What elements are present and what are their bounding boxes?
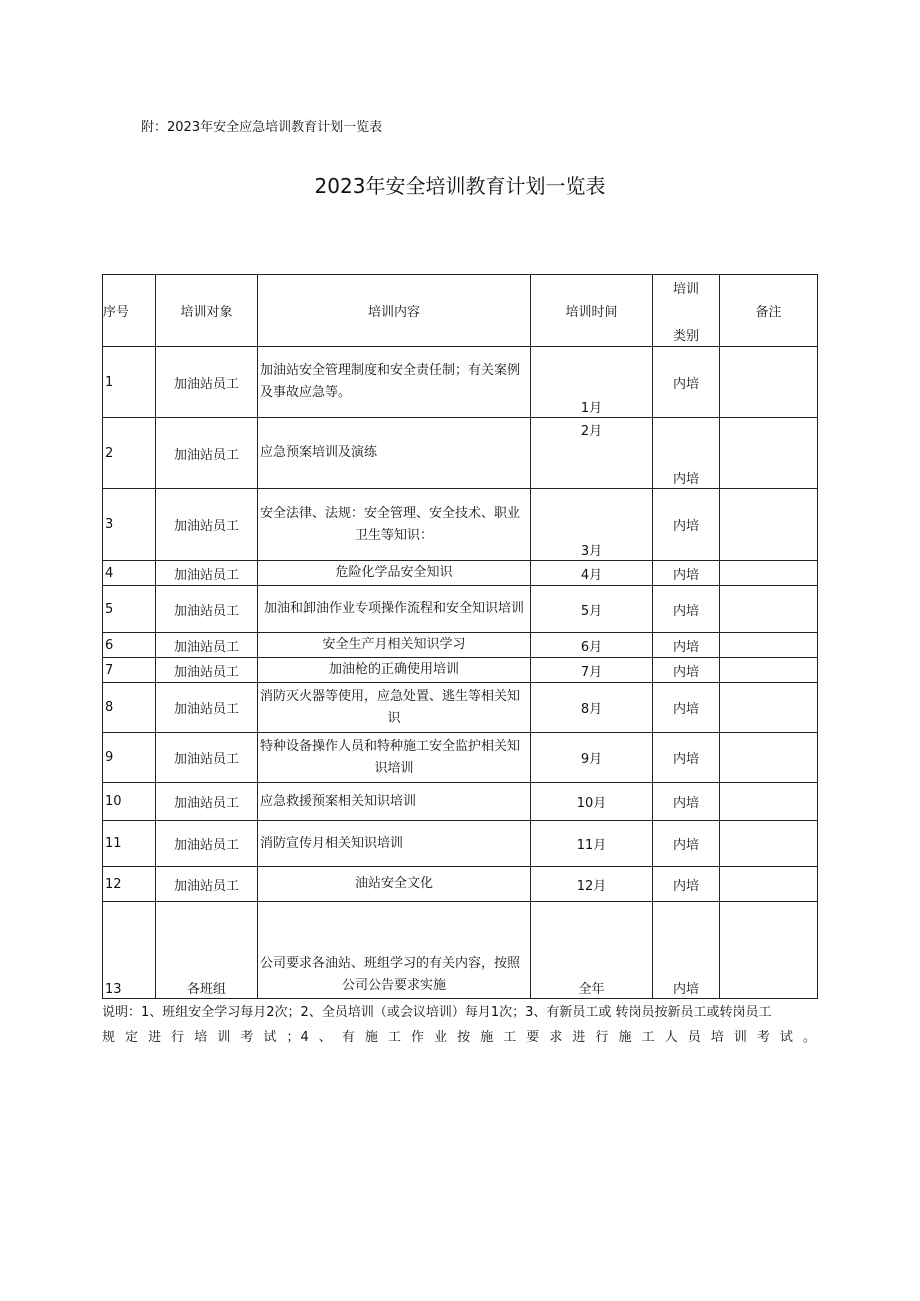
row-remark <box>720 561 818 586</box>
note-line-1: 说明：1、班组安全学习每月2次；2、全员培训（或会议培训）每月1次；3、有新员工或 转岗员按新员工或转岗员工 <box>102 1005 772 1020</box>
table-row <box>103 586 818 633</box>
table-row <box>103 561 818 586</box>
row-no: 2 <box>103 418 156 489</box>
row-type: 内培 <box>653 783 720 821</box>
row-type: 内培 <box>653 902 720 999</box>
row-content: 油站安全文化 <box>258 867 531 902</box>
row-time: 3月 <box>531 489 653 561</box>
row-remark <box>720 733 818 783</box>
row-type: 内培 <box>653 683 720 733</box>
row-time: 5月 <box>531 586 653 633</box>
row-no: 4 <box>103 561 156 586</box>
row-type: 内培 <box>653 867 720 902</box>
row-target: 加油站员工 <box>156 347 258 418</box>
row-no: 1 <box>103 347 156 418</box>
table-row <box>103 489 818 561</box>
table-row <box>103 683 818 733</box>
row-remark <box>720 633 818 658</box>
row-time: 2月 <box>531 418 653 489</box>
row-target: 加油站员工 <box>156 867 258 902</box>
row-no: 5 <box>103 586 156 633</box>
row-target: 加油站员工 <box>156 418 258 489</box>
row-remark <box>720 586 818 633</box>
row-no: 6 <box>103 633 156 658</box>
row-no: 13 <box>103 902 156 999</box>
row-no: 8 <box>103 683 156 733</box>
row-target: 加油站员工 <box>156 658 258 683</box>
row-content: 安全生产月相关知识学习 <box>258 633 531 658</box>
row-target: 加油站员工 <box>156 683 258 733</box>
header-remark: 备注 <box>720 275 818 347</box>
row-no: 9 <box>103 733 156 783</box>
header-type-top: 培训 <box>672 281 699 297</box>
row-content: 加油站安全管理制度和安全责任制；有关案例及事故应急等。 <box>258 347 531 418</box>
row-time: 全年 <box>531 902 653 999</box>
row-remark <box>720 683 818 733</box>
header-no: 序号 <box>103 275 156 347</box>
row-target: 加油站员工 <box>156 821 258 867</box>
row-target: 加油站员工 <box>156 633 258 658</box>
header-type <box>653 275 720 347</box>
page-title: 2023年安全培训教育计划一览表 <box>314 174 606 198</box>
row-time: 6月 <box>531 633 653 658</box>
training-plan-table <box>102 274 818 999</box>
row-content: 特种设备操作人员和特种施工安全监护相关知识培训 <box>258 733 531 783</box>
row-content: 应急救援预案相关知识培训 <box>258 783 531 821</box>
row-remark <box>720 902 818 999</box>
table-row <box>103 633 818 658</box>
table-row <box>103 902 818 999</box>
row-time: 8月 <box>531 683 653 733</box>
row-no: 11 <box>103 821 156 867</box>
row-target: 各班组 <box>156 902 258 999</box>
row-time: 1月 <box>531 347 653 418</box>
note-line-2: 规定进行培训考试；4、有施工作业按施工要求进行施工人员培训考试。 <box>102 1030 817 1045</box>
row-type: 内培 <box>653 489 720 561</box>
row-no: 12 <box>103 867 156 902</box>
row-no: 7 <box>103 658 156 683</box>
row-content: 公司要求各油站、班组学习的有关内容，按照公司公告要求实施 <box>258 902 531 999</box>
header-target: 培训对象 <box>156 275 258 347</box>
row-content: 消防宣传月相关知识培训 <box>258 821 531 867</box>
row-content: 应急预案培训及演练 <box>258 418 531 489</box>
table-header-row <box>103 275 818 347</box>
row-content: 危险化学品安全知识 <box>258 561 531 586</box>
row-type: 内培 <box>653 658 720 683</box>
row-type: 内培 <box>653 633 720 658</box>
row-remark <box>720 658 818 683</box>
row-content: 加油和卸油作业专项操作流程和安全知识培训 <box>258 586 531 633</box>
table-row <box>103 821 818 867</box>
row-type: 内培 <box>653 418 720 489</box>
row-time: 11月 <box>531 821 653 867</box>
row-time: 10月 <box>531 783 653 821</box>
table-row <box>103 347 818 418</box>
row-target: 加油站员工 <box>156 586 258 633</box>
row-remark <box>720 867 818 902</box>
row-type: 内培 <box>653 586 720 633</box>
row-time: 9月 <box>531 733 653 783</box>
explanatory-note <box>102 1000 817 1050</box>
row-time: 12月 <box>531 867 653 902</box>
row-remark <box>720 347 818 418</box>
header-content: 培训内容 <box>258 275 531 347</box>
row-time: 7月 <box>531 658 653 683</box>
row-target: 加油站员工 <box>156 489 258 561</box>
row-target: 加油站员工 <box>156 783 258 821</box>
table-row <box>103 658 818 683</box>
header-time: 培训时间 <box>531 275 653 347</box>
row-time: 4月 <box>531 561 653 586</box>
row-content: 安全法律、法规：安全管理、安全技术、职业卫生等知识： <box>258 489 531 561</box>
table-row <box>103 733 818 783</box>
row-remark <box>720 418 818 489</box>
row-target: 加油站员工 <box>156 561 258 586</box>
table-row <box>103 867 818 902</box>
row-type: 内培 <box>653 561 720 586</box>
table-row <box>103 418 818 489</box>
row-target: 加油站员工 <box>156 733 258 783</box>
row-content: 消防灭火器等使用，应急处置、逃生等相关知识 <box>258 683 531 733</box>
attachment-label: 附：2023年安全应急培训教育计划一览表 <box>141 120 383 135</box>
row-no: 3 <box>103 489 156 561</box>
row-type: 内培 <box>653 347 720 418</box>
row-remark <box>720 489 818 561</box>
row-content: 加油枪的正确使用培训 <box>258 658 531 683</box>
row-remark <box>720 783 818 821</box>
row-type: 内培 <box>653 733 720 783</box>
row-remark <box>720 821 818 867</box>
table-row <box>103 783 818 821</box>
row-no: 10 <box>103 783 156 821</box>
row-type: 内培 <box>653 821 720 867</box>
header-type-bottom: 类别 <box>672 328 699 344</box>
